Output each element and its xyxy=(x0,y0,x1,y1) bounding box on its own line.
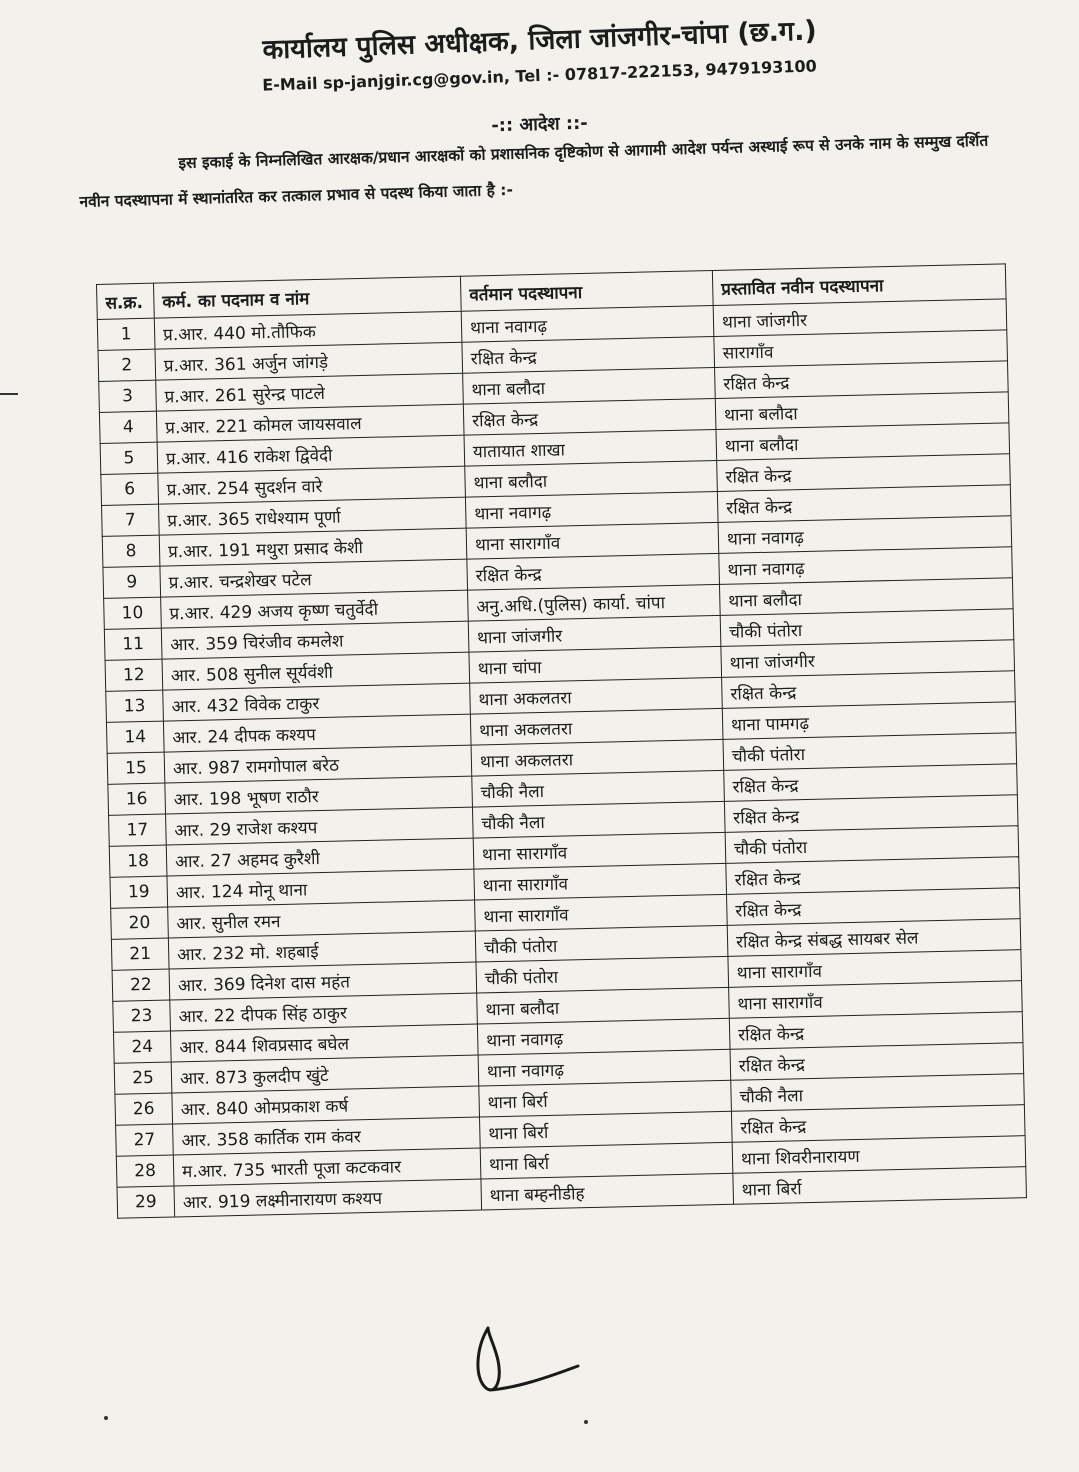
employee-name-cell: आर. 873 कुलदीप खुंटे xyxy=(171,1055,479,1093)
proposed-posting-cell: थाना बलौदा xyxy=(715,392,1009,430)
current-posting-cell: अनु.अधि.(पुलिस) कार्या. चांपा xyxy=(468,584,721,621)
proposed-posting-cell: चौकी पंतोरा xyxy=(723,733,1017,771)
proposed-posting-cell: रक्षित केन्द्र xyxy=(724,764,1018,802)
serial-number-cell: 8 xyxy=(102,535,160,567)
employee-name-cell: प्र.आर. 261 सुरेन्द्र पाटले xyxy=(156,373,464,411)
employee-name-cell: आर. 232 मो. शहबाई xyxy=(168,931,476,969)
proposed-posting-cell: थाना नवागढ़ xyxy=(719,547,1013,585)
serial-number-cell: 19 xyxy=(110,876,168,908)
proposed-posting-cell: थाना नवागढ़ xyxy=(718,516,1012,554)
proposed-posting-cell: चौकी पंतोरा xyxy=(725,826,1019,864)
current-posting-cell: थाना सारागाँव xyxy=(473,832,726,869)
column-header-name: कर्म. का पदनाम व नांम xyxy=(153,276,461,318)
proposed-posting-cell: रक्षित केन्द्र xyxy=(722,671,1016,709)
proposed-posting-cell: चौकी पंतोरा xyxy=(720,609,1014,647)
current-posting-cell: थाना नवागढ़ xyxy=(465,491,718,528)
current-posting-cell: थाना बलौदा xyxy=(465,460,718,497)
proposed-posting-cell: रक्षित केन्द्र xyxy=(726,857,1020,895)
proposed-posting-cell: थाना सारागाँव xyxy=(728,950,1022,988)
current-posting-cell: थाना बम्हनीडीह xyxy=(481,1173,734,1210)
order-heading: -:: आदेश ::- xyxy=(491,112,589,137)
serial-number-cell: 15 xyxy=(107,752,165,784)
proposed-posting-cell: रक्षित केन्द्र xyxy=(717,485,1011,523)
proposed-posting-cell: थाना शिवरीनारायण xyxy=(732,1136,1026,1174)
serial-number-cell: 10 xyxy=(104,597,162,629)
serial-number-cell: 26 xyxy=(115,1093,173,1125)
current-posting-cell: थाना सारागाँव xyxy=(474,863,727,900)
proposed-posting-cell: थाना बिर्रा xyxy=(733,1167,1027,1205)
employee-name-cell: आर. 22 दीपक सिंह ठाकुर xyxy=(170,993,478,1031)
current-posting-cell: रक्षित केन्द्र xyxy=(467,553,720,590)
current-posting-cell: थाना नवागढ़ xyxy=(461,306,714,343)
proposed-posting-cell: रक्षित केन्द्र xyxy=(729,1012,1023,1050)
page-speck xyxy=(104,1416,108,1420)
serial-number-cell: 17 xyxy=(109,814,167,846)
employee-name-cell: आर. 198 भूषण राठौर xyxy=(165,776,473,814)
employee-name-cell: आर. 124 मोनू थाना xyxy=(167,869,475,907)
current-posting-cell: थाना जांजगीर xyxy=(468,615,721,652)
current-posting-cell: थाना बिर्रा xyxy=(480,1142,733,1179)
proposed-posting-cell: रक्षित केन्द्र xyxy=(715,361,1009,399)
proposed-posting-cell: रक्षित केन्द्र xyxy=(731,1105,1025,1143)
employee-name-cell: प्र.आर. 365 राधेश्याम पूर्णा xyxy=(159,497,467,535)
employee-name-cell: आर. 358 कार्तिक राम कंवर xyxy=(173,1117,481,1155)
serial-number-cell: 24 xyxy=(113,1031,171,1063)
current-posting-cell: थाना बलौदा xyxy=(463,367,716,404)
employee-name-cell: प्र.आर. 416 राकेश द्विवेदी xyxy=(157,435,465,473)
serial-number-cell: 13 xyxy=(106,690,164,722)
serial-number-cell: 14 xyxy=(106,721,164,753)
serial-number-cell: 28 xyxy=(116,1155,174,1187)
current-posting-cell: थाना चांपा xyxy=(469,646,722,683)
employee-name-cell: आर. 369 दिनेश दास महंत xyxy=(169,962,477,1000)
current-posting-cell: रक्षित केन्द्र xyxy=(462,336,715,373)
proposed-posting-cell: थाना पामगढ़ xyxy=(722,702,1016,740)
employee-name-cell: प्र.आर. 440 मो.तौफिक xyxy=(154,311,462,349)
office-contact: E-Mail sp-janjgir.cg@gov.in, Tel :- 07817-222153, 9479193100 xyxy=(261,56,818,95)
proposed-posting-cell: थाना सारागाँव xyxy=(729,981,1023,1019)
serial-number-cell: 5 xyxy=(100,442,158,474)
serial-number-cell: 9 xyxy=(103,566,161,598)
employee-name-cell: म.आर. 735 भारती पूजा कटकवार xyxy=(173,1148,481,1186)
serial-number-cell: 11 xyxy=(104,628,162,660)
proposed-posting-cell: थाना बलौदा xyxy=(719,578,1013,616)
transfer-table-container xyxy=(96,263,1027,1218)
current-posting-cell: थाना नवागढ़ xyxy=(478,1049,731,1086)
current-posting-cell: थाना अकलतरा xyxy=(471,739,724,776)
proposed-posting-cell: चौकी नैला xyxy=(731,1074,1025,1112)
current-posting-cell: थाना बिर्रा xyxy=(479,1080,732,1117)
current-posting-cell: चौकी पंतोरा xyxy=(475,925,728,962)
margin-mark xyxy=(0,393,18,395)
serial-number-cell: 25 xyxy=(114,1062,172,1094)
serial-number-cell: 6 xyxy=(101,473,159,505)
proposed-posting-cell: थाना जांजगीर xyxy=(721,640,1015,678)
current-posting-cell: चौकी पंतोरा xyxy=(476,956,729,993)
signature xyxy=(466,1318,586,1408)
current-posting-cell: चौकी नैला xyxy=(472,770,725,807)
employee-name-cell: आर. 919 लक्ष्मीनारायण कश्यप xyxy=(174,1179,482,1217)
proposed-posting-cell: रक्षित केन्द्र xyxy=(730,1043,1024,1081)
serial-number-cell: 22 xyxy=(112,969,170,1001)
employee-name-cell: प्र.आर. 361 अर्जुन जांगड़े xyxy=(155,342,463,380)
serial-number-cell: 18 xyxy=(109,845,167,877)
employee-name-cell: आर. सुनील रमन xyxy=(168,900,476,938)
serial-number-cell: 21 xyxy=(111,938,169,970)
employee-name-cell: प्र.आर. 254 सुदर्शन वारे xyxy=(158,466,466,504)
employee-name-cell: आर. 27 अहमद कुरैशी xyxy=(166,838,474,876)
employee-name-cell: आर. 840 ओमप्रकाश कर्ष xyxy=(172,1086,480,1124)
serial-number-cell: 20 xyxy=(111,907,169,939)
employee-name-cell: प्र.आर. चन्द्रशेखर पटेल xyxy=(160,559,468,597)
column-header-serial: स.क्र. xyxy=(97,283,155,319)
proposed-posting-cell: रक्षित केन्द्र संबद्ध सायबर सेल xyxy=(727,919,1021,957)
proposed-posting-cell: थाना जांजगीर xyxy=(713,299,1007,337)
proposed-posting-cell: थाना बलौदा xyxy=(716,423,1010,461)
serial-number-cell: 7 xyxy=(102,504,160,536)
proposed-posting-cell: रक्षित केन्द्र xyxy=(717,454,1011,492)
serial-number-cell: 4 xyxy=(99,411,157,443)
employee-name-cell: आर. 24 दीपक कश्यप xyxy=(163,714,471,752)
serial-number-cell: 3 xyxy=(99,380,157,412)
proposed-posting-cell: रक्षित केन्द्र xyxy=(727,888,1021,926)
serial-number-cell: 16 xyxy=(108,783,166,815)
serial-number-cell: 2 xyxy=(98,349,156,381)
column-header-proposed-posting: प्रस्तावित नवीन पदस्थापना xyxy=(712,264,1006,306)
employee-name-cell: आर. 359 चिरंजीव कमलेश xyxy=(161,621,469,659)
current-posting-cell: यातायात शाखा xyxy=(464,429,717,466)
page-speck xyxy=(584,1420,588,1424)
current-posting-cell: चौकी नैला xyxy=(472,801,725,838)
column-header-current-posting: वर्तमान पदस्थापना xyxy=(460,271,713,312)
employee-name-cell: आर. 508 सुनील सूर्यवंशी xyxy=(162,652,470,690)
employee-name-cell: प्र.आर. 191 मथुरा प्रसाद केशी xyxy=(159,528,467,566)
current-posting-cell: थाना सारागाँव xyxy=(466,522,719,559)
serial-number-cell: 29 xyxy=(117,1186,175,1218)
employee-name-cell: प्र.आर. 221 कोमल जायसवाल xyxy=(156,404,464,442)
current-posting-cell: थाना बलौदा xyxy=(477,987,730,1024)
employee-name-cell: आर. 432 विवेक टाकुर xyxy=(163,683,471,721)
employee-name-cell: आर. 987 रामगोपाल बरेठ xyxy=(164,745,472,783)
employee-name-cell: प्र.आर. 429 अजय कृष्ण चतुर्वेदी xyxy=(161,590,469,628)
employee-name-cell: आर. 844 शिवप्रसाद बघेल xyxy=(170,1024,478,1062)
proposed-posting-cell: रक्षित केन्द्र xyxy=(724,795,1018,833)
proposed-posting-cell: सारागाँव xyxy=(714,330,1008,368)
current-posting-cell: रक्षित केन्द्र xyxy=(463,398,716,435)
serial-number-cell: 1 xyxy=(97,318,155,350)
serial-number-cell: 27 xyxy=(116,1124,174,1156)
serial-number-cell: 23 xyxy=(113,1000,171,1032)
transfer-table xyxy=(96,263,1027,1218)
current-posting-cell: थाना नवागढ़ xyxy=(477,1018,730,1055)
office-title: कार्यालय पुलिस अधीक्षक, जिला जांजगीर-चांपा (छ.ग.) xyxy=(261,15,818,66)
current-posting-cell: थाना अकलतरा xyxy=(470,677,723,714)
serial-number-cell: 12 xyxy=(105,659,163,691)
current-posting-cell: थाना अकलतरा xyxy=(470,708,723,745)
order-intro-text: इस इकाई के निम्नलिखित आरक्षक/प्रधान आरक्षकों को प्रशासनिक दृष्टिकोण से आगामी आदेश पर्यन्त अस्थाई रूप से उनके नाम के सम्मुख दर्शित नवीन पदस्थापना में स्थानांतरित कर तत्काल प्रभाव से पदस्थ किया जाता है :- xyxy=(79,131,989,211)
current-posting-cell: थाना बिर्रा xyxy=(479,1111,732,1148)
current-posting-cell: थाना सारागाँव xyxy=(475,894,728,931)
employee-name-cell: आर. 29 राजेश कश्यप xyxy=(166,807,474,845)
